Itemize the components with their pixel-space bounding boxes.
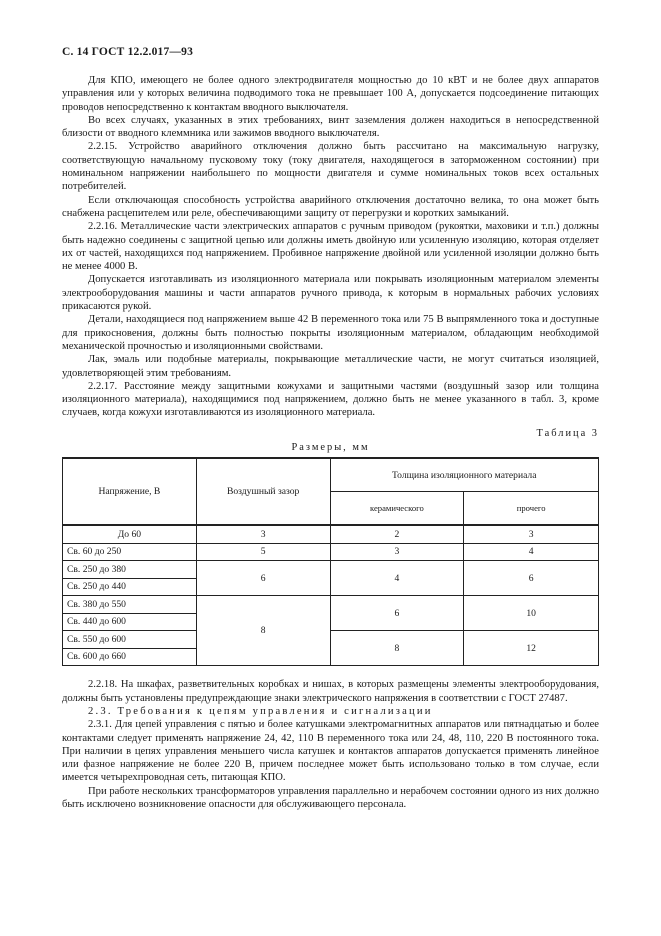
cell-ceramic: 6 (330, 596, 464, 631)
page-header: С. 14 ГОСТ 12.2.017—93 (62, 46, 194, 58)
cell-ceramic: 2 (330, 525, 464, 543)
cell-other: 4 (464, 543, 599, 561)
row-label: Св. 440 до 600 (63, 613, 197, 631)
paragraph: При работе нескольких трансформаторов управления параллельно и нерабочем состоянии одного из них должно быть исключено возникновение опасности для обслуживающего персонала. (62, 785, 599, 810)
row-label: Св. 250 до 380 (63, 561, 197, 579)
cell-gap: 3 (196, 525, 330, 543)
header-air-gap: Воздушный зазор (196, 458, 330, 525)
cell-ceramic: 4 (330, 561, 464, 596)
table-3 (62, 457, 599, 666)
section-heading: 2.3. Требования к цепям управления и сигнализации (88, 705, 433, 717)
document-body (62, 74, 599, 811)
cell-other: 3 (464, 525, 599, 543)
row-label: Св. 600 до 660 (63, 648, 197, 666)
row-label: Св. 60 до 250 (63, 543, 197, 561)
cell-other: 12 (464, 631, 599, 666)
cell-ceramic: 3 (330, 543, 464, 561)
paragraph: 2.2.16. Металлические части электрических аппаратов с ручным приводом (рукоятки, маховики и т.п.) должны быть надежно соединены с защитной цепью или должны иметь двойную или усиленную изоляцию, которая отделяет их от частей, находящихся под напряжением. Пробивное напряжение двойной или усиленной изоляции должно быть не менее 4000 В. (62, 221, 599, 273)
cell-gap: 8 (196, 596, 330, 666)
paragraph: 2.2.17. Расстояние между защитными кожухами и защитными частями (воздушный зазор или толщина изоляционного материала), находящимися под напряжением, должно быть не менее указанного в табл. 3, кроме случаев, когда кожухи изготавливаются из изоляционного материала. (62, 380, 599, 419)
paragraph: Если отключающая способность устройства аварийного отключения достаточно велика, то она может быть снабжена расцепителем или реле, обеспечивающими защиту от перегрузки и коротких замыканий. (62, 194, 599, 219)
header-ceramic: керамического (330, 492, 464, 526)
paragraph: 2.3.1. Для цепей управления с пятью и более катушками электромагнитных аппаратов или пятнадцатью и более контактами следует применять напряжение 24, 42, 110 В переменного тока или 24, 48, 110, 220 В постоянного тока. При наличии в цепях управления меньшего числа катушек и контактов аппаратов допускается применять линейное или фазное напряжение не более 220 В, причем последнее может быть использовано только в том случае, если имеется четырехпроводная сеть, питающая КПО. (62, 719, 599, 784)
cell-ceramic: 8 (330, 631, 464, 666)
paragraph: Во всех случаях, указанных в этих требованиях, винт заземления должен находиться в непосредственной близости от вводного клеммника или зажимов вводного выключателя. (62, 114, 599, 140)
cell-other: 10 (464, 596, 599, 631)
paragraph: 2.2.15. Устройство аварийного отключения должно быть рассчитано на максимальную нагрузку, соответствующую начальному пусковому току (току двигателя, находящегося в заторможенном состоянии) при номинальном напряжении наибольшего по мощности двигателя и сумме номинальных токов всех остальных потребителей. (62, 141, 599, 193)
paragraph: Лак, эмаль или подобные материалы, покрывающие металлические части, не могут считаться изоляцией, удовлетворяющей этим требованиям. (62, 354, 599, 379)
paragraph: Допускается изготавливать из изоляционного материала или покрывать изоляционным материалом элементы электрооборудования машины и части аппаратов ручного привода, к которым в нормальных рабочих условиях прикасаются рукой. (62, 274, 599, 313)
paragraph: 2.2.18. На шкафах, разветвительных коробках и нишах, в которых размещены элементы электрооборудования, должны быть установлены предупреждающие знаки электрического напряжения в соответствии с ГОСТ 27487. (62, 679, 599, 704)
row-label: Св. 380 до 550 (63, 596, 197, 614)
header-voltage: Напряжение, В (63, 458, 197, 525)
row-label: До 60 (63, 525, 197, 543)
row-label: Св. 550 до 600 (63, 631, 197, 649)
table-row (63, 525, 599, 543)
table-caption: Таблица 3 (536, 427, 599, 439)
paragraph: Для КПО, имеющего не более одного электродвигателя мощностью до 10 кВТ и не более двух аппаратов управления или у которых величина подводимого тока не превышает 100 А, допускается подсоединение питающих проводов непосредственно к контактам вводного выключателя. (62, 75, 599, 113)
cell-other: 6 (464, 561, 599, 596)
cell-gap: 6 (196, 561, 330, 596)
table-row (63, 631, 599, 649)
table-units: Размеры, мм (291, 442, 370, 454)
header-thickness: Толщина изоляционного материала (330, 458, 598, 492)
row-label: Св. 250 до 440 (63, 578, 197, 596)
cell-gap: 5 (196, 543, 330, 561)
paragraph: Детали, находящиеся под напряжением выше 42 В переменного тока или 75 В выпрямленного тока и доступные для прикосновения, должны быть полностью покрыты изоляционным материалом, обладающим необходимой механической прочностью и изоляционными свойствами. (62, 314, 599, 352)
header-other: прочего (464, 492, 599, 526)
table-row (63, 561, 599, 579)
table-row (63, 596, 599, 614)
table-row (63, 543, 599, 561)
